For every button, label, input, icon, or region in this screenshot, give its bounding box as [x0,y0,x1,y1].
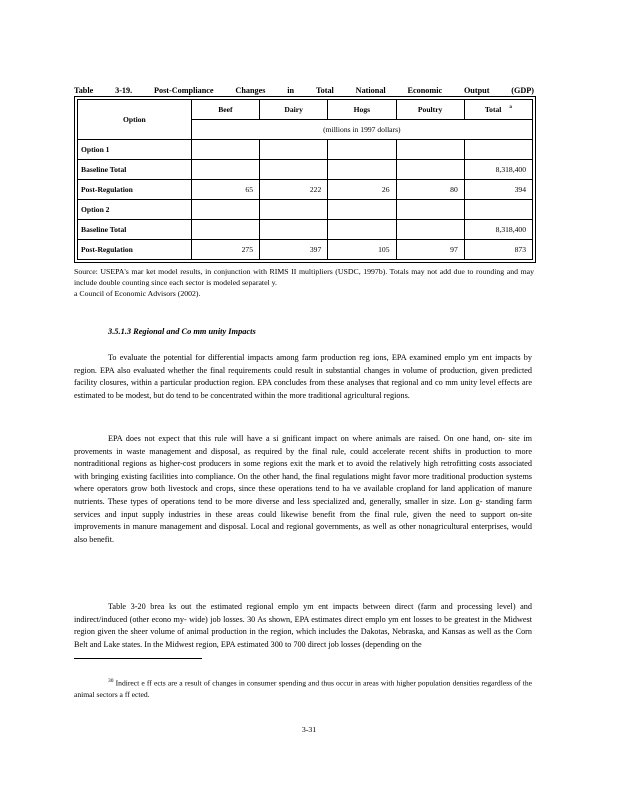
column-header-option: Option [78,100,192,140]
column-header-beef: Beef [191,100,259,120]
source-text: Source: USEPA's mar ket model results, in conjunction with RIMS II multipliers (USDC, 1997b). Totals may not add due to rounding and may include double counting since each sector is modeled separatel y. [74,267,534,287]
page-number: 3-31 [301,725,317,734]
gdp-table [74,96,536,263]
column-header-total: Total $^a$ [464,100,532,120]
footnote-text: Indirect e ff ects are a result of changes in consumer spending and thus occur in areas with higher population densities regardless of the animal sectors a ff ected. [74,678,532,700]
column-header-dairy: Dairy [260,100,328,120]
table-row: Option 1 [78,140,533,160]
table-row: Option 2 [78,200,533,220]
column-header-hogs: Hogs [328,100,396,120]
footnote-a: a Council of Economic Advisors (2002). [74,289,201,298]
footnote-30 [74,676,532,701]
table-caption: Table 3-19. Post-Compliance Changes in Total National Economic Output (GDP) [74,86,534,95]
table-row: Baseline Total 8,318,400 [78,160,533,180]
footnote-mark: a [509,105,512,111]
table-row: Post-Regulation 275 397 105 97 873 [78,240,533,260]
table-row: Post-Regulation 65 222 26 80 394 [78,180,533,200]
table-header-row [78,100,533,120]
column-header-poultry: Poultry [396,100,464,120]
paragraph: EPA does not expect that this rule will have a si gnificant impact on where animals are raised. On one hand, on- site im provements in waste management and disposal, as required by the final rule, could accelerate recent shifts in production to more nontraditional regions as higher-cost producers in some regions exit the mark et to avoid the relatively high retrofitting costs associated with bringing existing facilities into compliance. On the other hand, the final regulations might favor more traditional production systems where operators grow both livestock and crops, since these operations tend to ha ve available cropland for land application of manure nutrients. These types of operations tend to be more diverse and less specialized and, generally, smaller in size. Lon g- standing farm services and input supply industries in these areas could likewise benefit from the final rule, given the need to support on-site improvements in manure management and disposal. Local and regional governments, as well as other nonagricultural enterprises, would also benefit. [74,434,532,544]
paragraph: Table 3-20 brea ks out the estimated regional emplo ym ent impacts between direct (farm and processing level) and indirect/induced (other econo my- wide) job losses. 30 As shown, EPA estimates direct emplo ym ent losses to be greatest in the Midwest region given the sheer volume of animal production in the region, which includes the Dakotas, Nebraska, and Kansas as well as the Corn Belt and Lake states. In the Midwest region, EPA estimated 300 to 700 direct job losses (depending on the [74,602,532,649]
units-label: (millions in 1997 dollars) [191,120,532,140]
table-row: Baseline Total 8,318,400 [78,220,533,240]
section-heading: 3.5.1.3 Regional and Co mm unity Impacts [108,327,256,336]
paragraph: To evaluate the potential for differential impacts among farm production reg ions, EPA examined emplo ym ent impacts by region. EPA also evaluated whether the final requirements could result in substantial changes in volume of production, given predicted facility closures, within a particular production region. EPA concludes from these analyses that regional and co mm unity level effects are estimated to be modest, but do tend to be concentrated within the more traditional agricultural regions. [74,353,532,400]
table-source-note [74,266,534,299]
footnote-divider [74,658,202,659]
footnote-number: 30 [108,678,114,684]
